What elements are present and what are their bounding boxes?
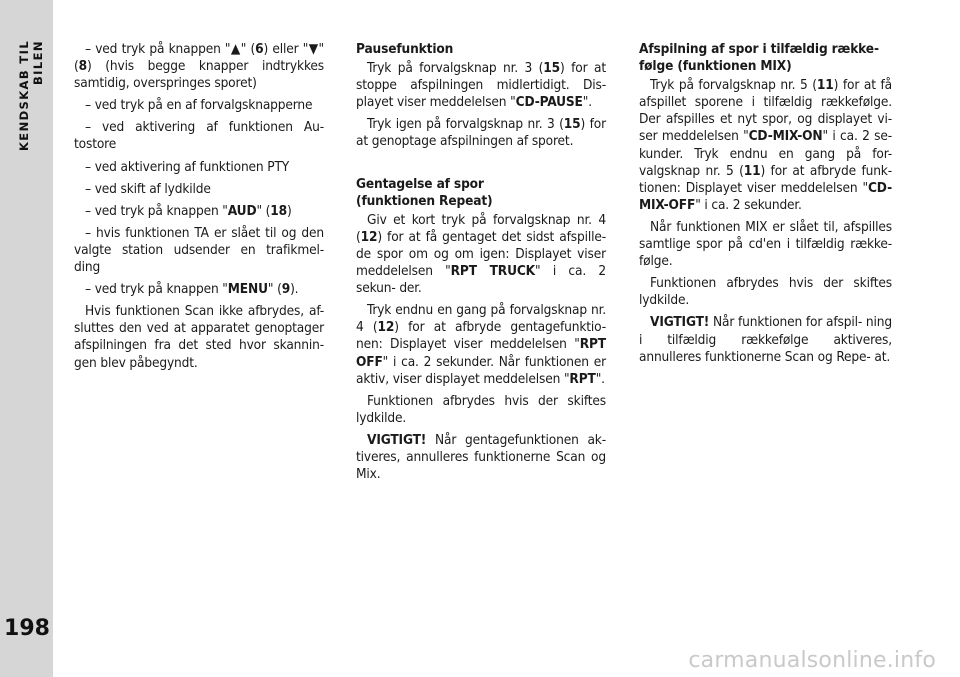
text: " i ca. 2 sekun- der. [356, 263, 607, 297]
text: – ved tryk på knappen " [85, 41, 231, 57]
column-3 [639, 41, 892, 371]
paragraph [356, 302, 606, 387]
text: Tryk igen på forvalgsknap nr. 3 ( [367, 116, 564, 133]
paragraph-warning [639, 314, 892, 365]
text: ) [287, 202, 292, 219]
ref-number: 15 [543, 60, 561, 77]
paragraph [356, 212, 606, 297]
text: ". [582, 94, 592, 111]
ref-number: 18 [270, 202, 287, 219]
text: ) (hvis begge knapper indtrykkes samtidig, overspringes sporet) [74, 58, 324, 92]
paragraph-skip-track [74, 41, 324, 92]
ref-number: 12 [360, 228, 378, 245]
ref-number: 9 [281, 281, 291, 298]
paragraph: – ved aktivering af funktionen Au- tostore [74, 119, 324, 153]
heading-mix: Afspilning af spor i tilfældig række- følge (funktionen MIX) [639, 41, 879, 75]
paragraph: Funktionen afbrydes hvis der skiftes lydkilde. [356, 392, 606, 426]
text: " i ca. 2 sekunder. Når funktionen er aktiv, viser displayet meddelelsen " [356, 353, 606, 387]
warning-label: VIGTIGT! [650, 314, 710, 331]
text: ). [290, 281, 299, 298]
text: (funktionen Repeat) [356, 192, 493, 209]
display-message: RPT [569, 370, 596, 387]
ref-number: 15 [563, 116, 581, 133]
down-arrow-icon: ▼ [308, 41, 319, 57]
text: " ( [256, 202, 271, 219]
ref-number: 11 [816, 77, 834, 94]
display-message: CD-PAUSE [515, 94, 583, 111]
text: ) for at afbryde gentagefunktio- nen: Displayet viser meddelelsen " [356, 319, 606, 353]
paragraph: Hvis funktionen Scan ikke afbrydes, af- sluttes den ved at apparatet genoptager afspilningen fra det sted hvor skannin- gen blev påbegyndt. [74, 303, 324, 371]
ref-number: 6 [255, 41, 264, 57]
text: " i ca. 2 se- kunder. Tryk endnu en gang på for- valgsknap nr. 5 ( [639, 128, 892, 179]
paragraph [639, 77, 892, 214]
column-2 [356, 41, 606, 488]
paragraph [356, 60, 606, 111]
column-1 [74, 41, 324, 377]
text: Tryk endnu en gang på forvalgsknap nr. 4 ( [356, 302, 606, 336]
ref-number: 11 [743, 162, 761, 179]
display-message: RPT OFF [356, 336, 606, 370]
ref-number: 12 [377, 319, 395, 336]
warning-label: VIGTIGT! [367, 431, 427, 448]
text: ) for at stoppe afspilningen midlertidigt. Dis- playet viser meddelelsen " [356, 60, 606, 111]
text: ) for at afbryde funk- tionen: Displayet viser meddelelsen " [639, 162, 892, 196]
text: ". [595, 370, 605, 387]
paragraph: – ved tryk på en af forvalgsknapperne [85, 97, 313, 114]
text: – ved tryk på knappen " [85, 202, 228, 219]
text: " ( [74, 41, 325, 75]
up-arrow-icon: ▲ [230, 41, 241, 57]
text: – ved tryk på knappen " [85, 281, 228, 298]
text: ) for at få gentaget det sidst afspille- de spor om og om igen: Displayet viser meddelelsen " [356, 228, 606, 280]
display-message: RPT TRUCK [450, 263, 536, 280]
paragraph: – ved skift af lydkilde [85, 180, 211, 197]
heading-repeat [356, 176, 606, 210]
paragraph: – hvis funktionen TA er slået til og den valgte station udsender en trafikmel- ding [74, 224, 324, 276]
button-name: AUD [227, 202, 257, 219]
ref-number: 8 [78, 58, 87, 75]
paragraph [356, 116, 606, 150]
text: ) for at få afspillet sporene i tilfældig rækkefølge. Der afspilles et nyt spor, og displayet vi- ser meddelelsen " [639, 77, 892, 145]
watermark: carmanualsonline.info [688, 648, 936, 673]
paragraph-menu [74, 281, 324, 298]
text: Tryk på forvalgsknap nr. 5 ( [650, 77, 817, 94]
heading-pause: Pausefunktion [356, 41, 454, 57]
sidebar [0, 0, 53, 677]
button-name: MENU [227, 281, 268, 298]
text: " i ca. 2 sekunder. [695, 196, 802, 213]
paragraph: – ved aktivering af funktionen PTY [85, 158, 290, 175]
paragraph: Funktionen afbrydes hvis der skiftes lydkilde. [639, 275, 892, 309]
display-message: CD-MIX-OFF [639, 179, 892, 213]
text: Når funktionen for afspil- ning i tilfældig rækkefølge aktiveres, annulleres funktionerne Scan og Repe- at. [639, 314, 892, 365]
paragraph-warning [356, 432, 606, 483]
display-message: CD-MIX-ON [748, 128, 823, 145]
section-title: KENDSKAB TIL BILEN [17, 40, 45, 152]
text: ) for at genoptage afspilningen af sporet. [356, 116, 606, 150]
text: Når gentagefunktionen ak- tiveres, annulleres funktionerne Scan og Mix. [356, 431, 606, 483]
page-number: 198 [4, 616, 50, 641]
text: ) eller " [263, 41, 309, 57]
text: Tryk på forvalgsknap nr. 3 ( [367, 60, 544, 77]
paragraph-aud [74, 203, 324, 220]
text: " ( [240, 41, 256, 57]
text: Gentagelse af spor [356, 175, 484, 192]
text: Giv et kort tryk på forvalgsknap nr. 4 ( [356, 211, 606, 245]
paragraph: Når funktionen MIX er slået til, afspilles samtlige spor på cd'en i tilfældig række- følge. [639, 218, 892, 270]
text: " ( [267, 281, 282, 298]
